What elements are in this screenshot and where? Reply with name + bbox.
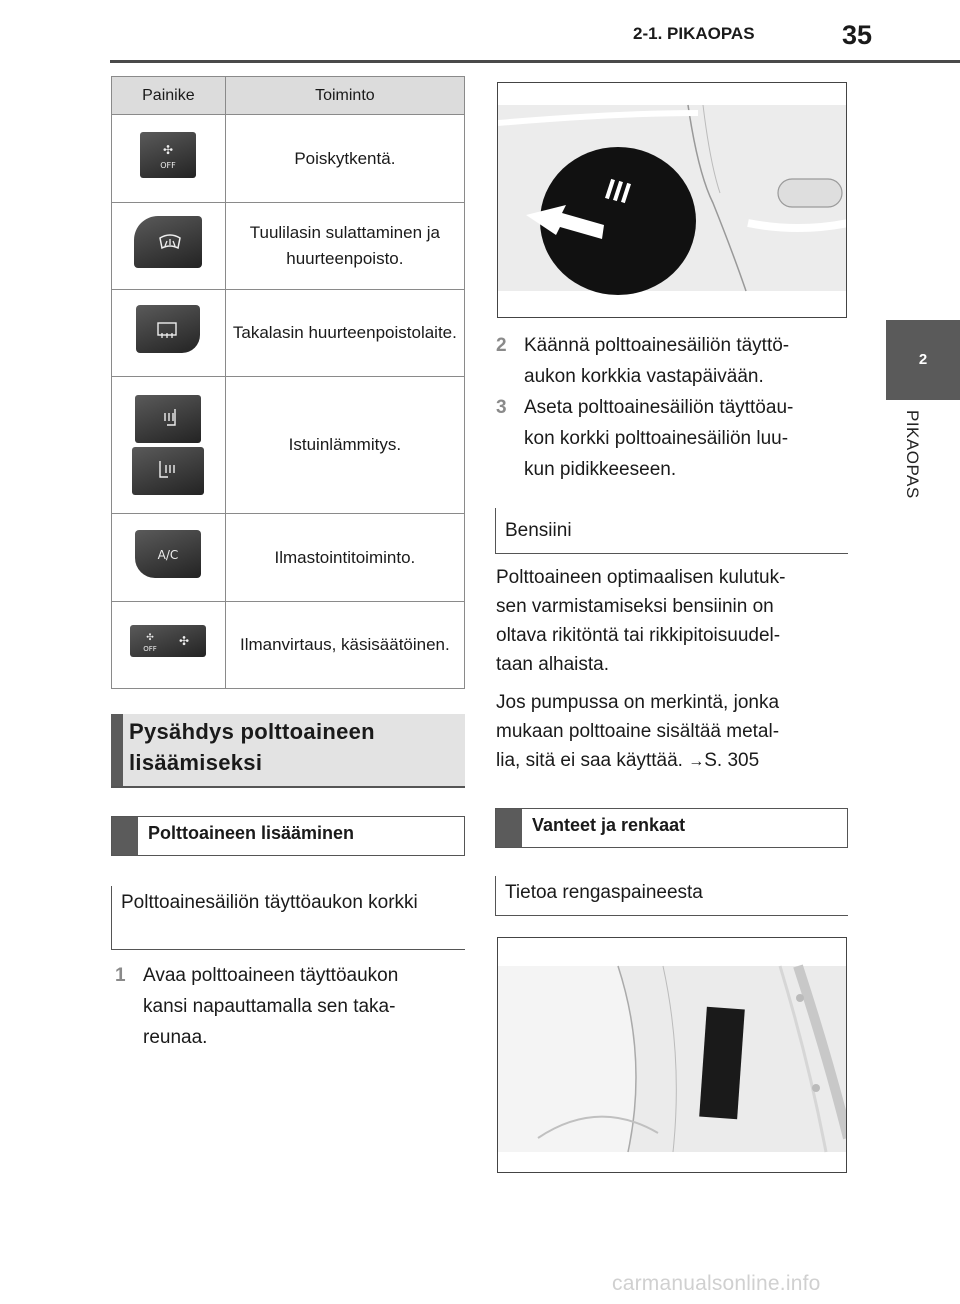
section-heading-bar	[111, 714, 123, 786]
chapter-tab-number: 2	[886, 320, 960, 400]
svg-text:✣: ✣	[146, 633, 155, 643]
table-row	[112, 290, 465, 377]
cross-reference-arrow-icon: →	[688, 753, 705, 770]
running-header-section: 2-1. PIKAOPAS	[633, 24, 755, 43]
section-heading	[111, 714, 465, 788]
airflow-keys-icon	[112, 602, 226, 689]
topic-heading-tyre-pressure: Tietoa rengaspaineesta	[495, 876, 848, 916]
svg-text:✣: ✣	[163, 142, 174, 157]
table-cell-function: Ilmanvirtaus, käsisäätöinen.	[225, 602, 464, 689]
watermark: carmanualsonline.info	[612, 1272, 821, 1295]
table-row	[112, 203, 465, 290]
step-2: 2 Käännä polttoainesäiliön täyttö- aukon korkkia vastapäivään.	[496, 335, 790, 387]
header-rule	[110, 60, 960, 63]
svg-text:OFF: OFF	[160, 160, 177, 170]
table-row	[112, 115, 465, 203]
table-row	[112, 514, 465, 602]
table-cell-function: Ilmastointitoiminto.	[225, 514, 464, 602]
windshield-defrost-key-icon	[112, 203, 226, 290]
table-row	[112, 377, 465, 514]
table-header-button: Painike	[112, 77, 226, 115]
subsection-heading-refuelling: Polttoaineen lisääminen	[111, 816, 465, 856]
svg-text:A/C: A/C	[158, 547, 179, 562]
topic-heading-petrol: Bensiini	[495, 508, 848, 554]
chapter-tab-label: PIKAOPAS	[903, 410, 922, 499]
step-1: 1 Avaa polttoaineen täyttöaukon kansi napauttamalla sen taka- reunaa.	[115, 965, 399, 1048]
petrol-paragraph-2: Jos pumpussa on merkintä, jonka mukaan polttoaine sisältää metal- lia, sitä ei saa käyttää. →S. 305	[496, 692, 780, 771]
page-number: 35	[842, 20, 873, 50]
petrol-paragraph-1: Polttoaineen optimaalisen kulutuk- sen varmistamiseksi bensiinin on oltava rikitöntä tai rikkipitoisuudel- taan alhaista.	[496, 567, 786, 675]
subsection-heading-wheels: Vanteet ja renkaat	[495, 808, 848, 848]
fuel-cap-illustration	[497, 82, 847, 318]
table-cell-function: Takalasin huurteenpoistolaite.	[225, 290, 464, 377]
ac-key-icon	[112, 514, 226, 602]
step-3: 3 Aseta polttoainesäiliön täyttöau- kon korkki polttoainesäiliön luu- kun pidikkeeseen.	[496, 397, 794, 480]
button-function-table	[111, 76, 465, 689]
topic-heading-fuel-cap: Polttoainesäiliön täyttöaukon korkki	[111, 886, 465, 950]
table-cell-function: Istuinlämmitys.	[225, 377, 464, 514]
fan-off-key-icon	[112, 115, 226, 203]
seat-heater-keys-icon	[112, 377, 226, 514]
svg-text:OFF: OFF	[143, 645, 158, 653]
table-header-function: Toiminto	[225, 77, 464, 115]
table-header-row	[112, 77, 465, 115]
table-cell-function: Poiskytkentä.	[225, 115, 464, 203]
rear-defrost-key-icon	[112, 290, 226, 377]
table-row	[112, 602, 465, 689]
tyre-pressure-label-illustration	[497, 937, 847, 1173]
svg-text:✣: ✣	[179, 634, 190, 648]
table-cell-function: Tuulilasin sulattaminen ja huurteenpoisto.	[225, 203, 464, 290]
section-heading-title: Pysähdys polttoaineen lisäämiseksi	[129, 719, 375, 775]
page-cross-reference[interactable]: S. 305	[704, 750, 760, 771]
